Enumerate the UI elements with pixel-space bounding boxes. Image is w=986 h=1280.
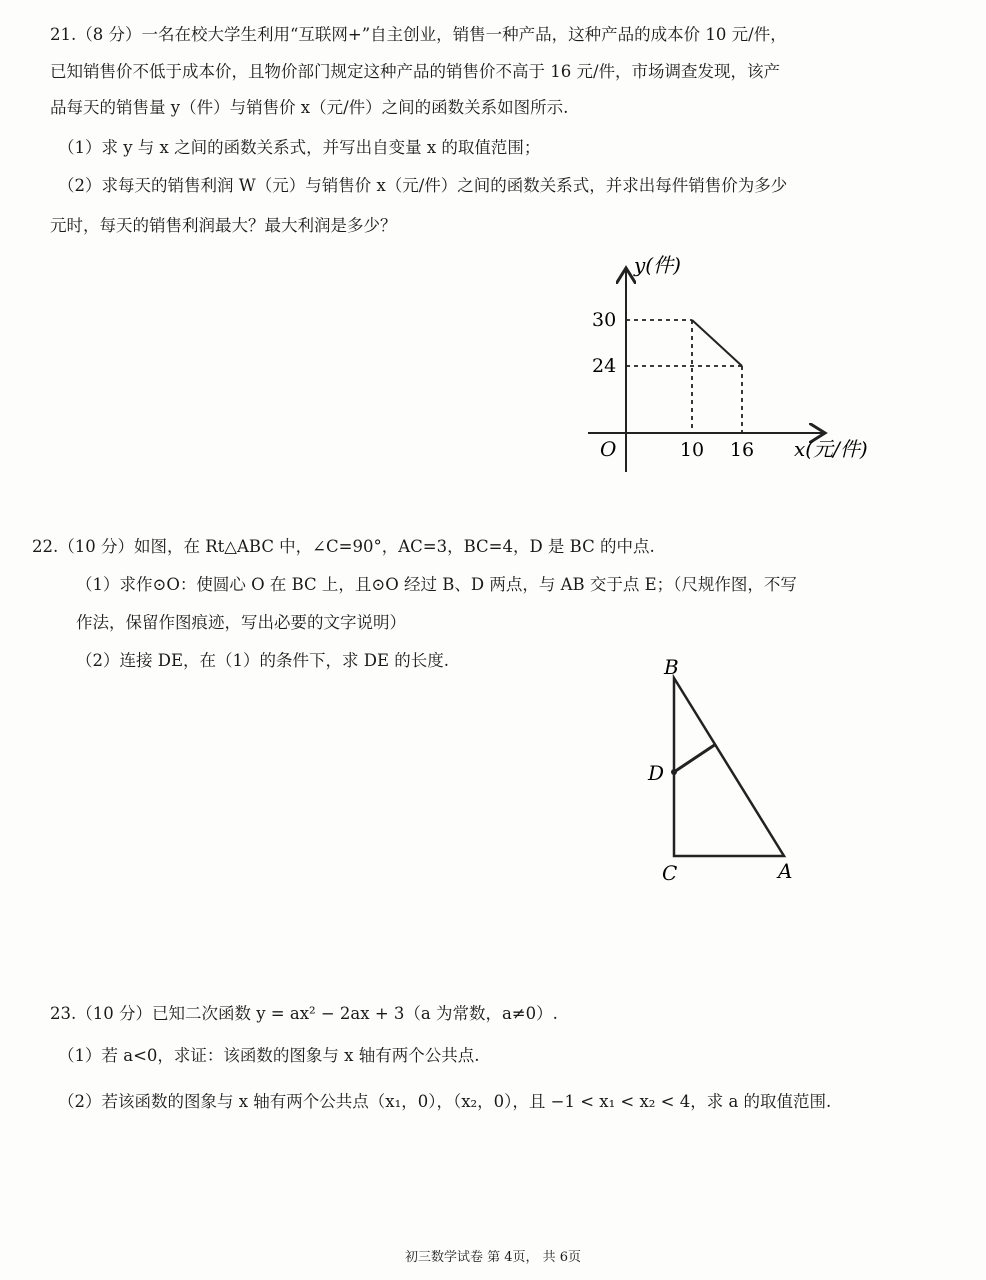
q22-triangle-figure [640, 650, 810, 895]
sales-line-segment [692, 320, 742, 366]
q22-part2: （2）连接 DE，在（1）的条件下，求 DE 的长度. [76, 651, 450, 670]
x-axis-label: x(元/件) [794, 437, 868, 461]
q21-line1: 21.（8 分）一名在校大学生利用“互联网+”自主创业，销售一种产品，这种产品的成本价 10 元/件， [50, 25, 787, 44]
label-a: A [778, 859, 793, 883]
y-tick-24: 24 [592, 355, 617, 377]
label-b: B [664, 655, 679, 679]
label-c: C [662, 861, 678, 885]
q23-line1: 23.（10 分）已知二次函数 y = ax² − 2ax + 3（a 为常数，a≠0）. [50, 1004, 558, 1023]
y-tick-30: 30 [592, 309, 617, 331]
dashed-guides [626, 320, 742, 433]
segment-de [674, 744, 716, 772]
x-tick-10: 10 [679, 439, 705, 461]
label-d: D [648, 761, 665, 785]
q21-sales-graph [580, 250, 910, 480]
q22-line1: 22.（10 分）如图，在 Rt△ABC 中，∠C=90°，AC=3，BC=4，D 是 BC 的中点. [32, 537, 655, 556]
q21-line3: 品每天的销售量 y（件）与销售价 x（元/件）之间的函数关系如图所示. [50, 98, 569, 117]
q23-part2: （2）若该函数的图象与 x 轴有两个公共点（x₁，0），（x₂，0），且 −1 < x₁ < x₂ < 4，求 a 的取值范围. [58, 1092, 832, 1111]
q21-part2b: 元时，每天的销售利润最大？最大利润是多少？ [50, 216, 397, 235]
x-tick-16: 16 [729, 439, 755, 461]
q21-line2: 已知销售价不低于成本价，且物价部门规定这种产品的销售价不高于 16 元/件，市场调查发现，该产 [50, 62, 781, 81]
q21-part2a: （2）求每天的销售利润 W（元）与销售价 x（元/件）之间的函数关系式，并求出每件销售价为多少 [58, 176, 788, 195]
origin-label: O [600, 437, 617, 461]
q22-part1b: 作法，保留作图痕迹，写出必要的文字说明） [76, 613, 406, 632]
q23-part1: （1）若 a<0，求证：该函数的图象与 x 轴有两个公共点. [58, 1046, 480, 1065]
q22-part1a: （1）求作⊙O：使圆心 O 在 BC 上，且⊙O 经过 B、D 两点，与 AB 交于点 E；（尺规作图，不写 [76, 575, 797, 594]
y-axis-label: y(件) [634, 253, 681, 277]
page-footer: 初三数学试卷 第 4页， 共 6页 [404, 1250, 582, 1265]
q21-part1: （1）求 y 与 x 之间的函数关系式，并写出自变量 x 的取值范围； [58, 138, 541, 157]
point-d [671, 769, 677, 775]
triangle-abc [674, 678, 784, 856]
